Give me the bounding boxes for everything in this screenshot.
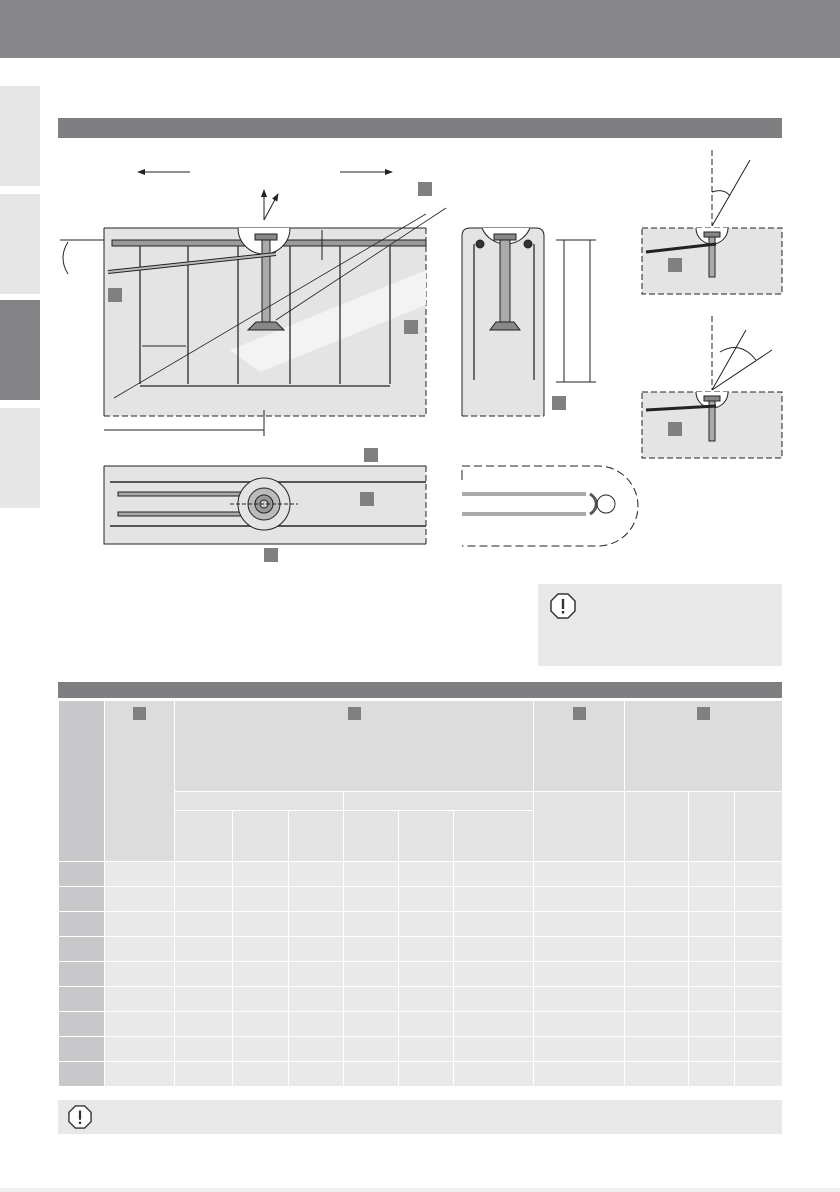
table-cell bbox=[105, 962, 175, 987]
callout-badge bbox=[697, 707, 710, 720]
table-cell bbox=[344, 987, 399, 1012]
table-cell bbox=[344, 937, 399, 962]
table-cell bbox=[625, 1037, 689, 1062]
table-cell bbox=[735, 1062, 783, 1087]
table-row bbox=[59, 887, 783, 912]
table-cell bbox=[534, 1012, 625, 1037]
footer-line bbox=[0, 1188, 840, 1192]
table-cell bbox=[735, 987, 783, 1012]
table-cell bbox=[105, 887, 175, 912]
table-cell bbox=[105, 937, 175, 962]
table-cell bbox=[175, 862, 233, 887]
table-subheader bbox=[233, 811, 289, 862]
table-row bbox=[59, 862, 783, 887]
table-cell bbox=[175, 937, 233, 962]
table-cell bbox=[735, 862, 783, 887]
table-cell bbox=[735, 962, 783, 987]
table-cell bbox=[344, 1062, 399, 1087]
side-section bbox=[462, 228, 596, 416]
table-cell bbox=[344, 1012, 399, 1037]
table-cell bbox=[625, 962, 689, 987]
table-cell bbox=[399, 962, 454, 987]
row-label-cell bbox=[59, 862, 105, 887]
table-cell bbox=[689, 912, 735, 937]
table-subheader bbox=[289, 811, 344, 862]
table-row bbox=[59, 1037, 783, 1062]
table-header-col-b bbox=[175, 701, 534, 792]
section-title-bar-1 bbox=[58, 118, 782, 138]
table-cell bbox=[175, 887, 233, 912]
table-cell bbox=[534, 1062, 625, 1087]
table-cell bbox=[289, 937, 344, 962]
table-cell bbox=[625, 1012, 689, 1037]
table-cell bbox=[233, 1012, 289, 1037]
table-cell bbox=[399, 987, 454, 1012]
table-cell bbox=[399, 1012, 454, 1037]
table-row bbox=[59, 962, 783, 987]
table-cell bbox=[175, 1062, 233, 1087]
table-cell bbox=[175, 912, 233, 937]
table-body bbox=[59, 862, 783, 1087]
table-cell bbox=[344, 1037, 399, 1062]
table-cell bbox=[735, 937, 783, 962]
table-cell bbox=[454, 937, 534, 962]
table-subheader bbox=[344, 792, 534, 811]
table-cell bbox=[454, 1037, 534, 1062]
front-view bbox=[60, 172, 446, 436]
callout-badge bbox=[573, 707, 586, 720]
table-cell bbox=[534, 962, 625, 987]
table-cell bbox=[233, 987, 289, 1012]
table-cell bbox=[399, 1037, 454, 1062]
table-cell bbox=[289, 862, 344, 887]
row-label-cell bbox=[59, 937, 105, 962]
table-cell bbox=[105, 912, 175, 937]
table-cell bbox=[625, 887, 689, 912]
table-cell bbox=[689, 937, 735, 962]
table-subheader bbox=[175, 811, 233, 862]
table-cell bbox=[689, 1012, 735, 1037]
table-cell bbox=[175, 987, 233, 1012]
table-cell bbox=[289, 1062, 344, 1087]
table-cell bbox=[105, 862, 175, 887]
table-subheader bbox=[735, 792, 783, 862]
table-header-col-d bbox=[625, 701, 783, 792]
table-cell bbox=[689, 887, 735, 912]
table-cell bbox=[105, 1012, 175, 1037]
bottom-note-box bbox=[58, 1100, 782, 1134]
data-table bbox=[58, 700, 783, 1087]
table-cell bbox=[534, 887, 625, 912]
table-subheader bbox=[454, 811, 534, 862]
table-cell bbox=[289, 1012, 344, 1037]
table-cell bbox=[344, 912, 399, 937]
table-cell bbox=[233, 962, 289, 987]
table-cell bbox=[233, 1037, 289, 1062]
table-cell bbox=[233, 887, 289, 912]
table-cell bbox=[399, 1062, 454, 1087]
table-cell bbox=[105, 1037, 175, 1062]
table-cell bbox=[175, 1012, 233, 1037]
table-cell bbox=[454, 887, 534, 912]
table-cell bbox=[289, 887, 344, 912]
row-header-column bbox=[59, 701, 105, 862]
table-cell bbox=[344, 962, 399, 987]
table-cell bbox=[735, 1012, 783, 1037]
table-row bbox=[59, 937, 783, 962]
table-subheader bbox=[534, 792, 625, 862]
table-cell bbox=[454, 1062, 534, 1087]
table-cell bbox=[689, 1062, 735, 1087]
table-cell bbox=[625, 862, 689, 887]
table-row bbox=[59, 912, 783, 937]
row-label-cell bbox=[59, 1037, 105, 1062]
table-cell bbox=[689, 862, 735, 887]
table-subheader bbox=[399, 811, 454, 862]
table-cell bbox=[454, 1012, 534, 1037]
table-cell bbox=[625, 987, 689, 1012]
hairpin-bar bbox=[462, 466, 638, 546]
table-cell bbox=[689, 1037, 735, 1062]
warning-icon bbox=[68, 1105, 92, 1129]
table-cell bbox=[625, 1062, 689, 1087]
row-label-cell bbox=[59, 987, 105, 1012]
row-label-cell bbox=[59, 1012, 105, 1037]
table-cell bbox=[625, 912, 689, 937]
table-cell bbox=[534, 987, 625, 1012]
page-header-bar bbox=[0, 0, 840, 58]
row-label-cell bbox=[59, 1062, 105, 1087]
table-row bbox=[59, 987, 783, 1012]
table-cell bbox=[233, 912, 289, 937]
table-cell bbox=[454, 912, 534, 937]
table-cell bbox=[289, 912, 344, 937]
table-cell bbox=[105, 1062, 175, 1087]
section-title-bar-2 bbox=[58, 682, 782, 698]
table-cell bbox=[289, 962, 344, 987]
callout-badge bbox=[348, 707, 361, 720]
table-cell bbox=[735, 887, 783, 912]
angle-detail-bottom bbox=[642, 316, 782, 458]
row-label-cell bbox=[59, 912, 105, 937]
callout-badge bbox=[133, 707, 146, 720]
warning-icon bbox=[550, 593, 576, 619]
table-cell bbox=[735, 1037, 783, 1062]
table-cell bbox=[735, 912, 783, 937]
table-cell bbox=[233, 1062, 289, 1087]
plan-view bbox=[104, 466, 426, 544]
table-cell bbox=[399, 937, 454, 962]
table-cell bbox=[534, 937, 625, 962]
table-cell bbox=[399, 912, 454, 937]
angle-detail-top bbox=[642, 150, 782, 294]
table-row bbox=[59, 1062, 783, 1087]
table-header-col-c bbox=[534, 701, 625, 792]
technical-drawing bbox=[0, 140, 840, 570]
table-cell bbox=[689, 987, 735, 1012]
table-subheader bbox=[689, 792, 735, 862]
table-header-col-a bbox=[105, 701, 175, 862]
table-cell bbox=[344, 862, 399, 887]
table-cell bbox=[625, 937, 689, 962]
table-cell bbox=[289, 1037, 344, 1062]
data-table-wrap bbox=[58, 700, 782, 1087]
table-cell bbox=[534, 1037, 625, 1062]
table-cell bbox=[344, 887, 399, 912]
table-cell bbox=[454, 962, 534, 987]
table-cell bbox=[175, 1037, 233, 1062]
table-cell bbox=[534, 912, 625, 937]
row-label-cell bbox=[59, 962, 105, 987]
warning-note-box bbox=[538, 584, 782, 666]
table-cell bbox=[175, 962, 233, 987]
table-cell bbox=[534, 862, 625, 887]
table-subheader bbox=[175, 792, 344, 811]
row-label-cell bbox=[59, 887, 105, 912]
table-subheader bbox=[344, 811, 399, 862]
table-cell bbox=[289, 987, 344, 1012]
table-subheader bbox=[625, 792, 689, 862]
table-cell bbox=[105, 987, 175, 1012]
table-cell bbox=[454, 862, 534, 887]
table-cell bbox=[454, 987, 534, 1012]
table-cell bbox=[233, 937, 289, 962]
table-cell bbox=[233, 862, 289, 887]
table-cell bbox=[399, 862, 454, 887]
table-cell bbox=[689, 962, 735, 987]
table-cell bbox=[399, 887, 454, 912]
table-row bbox=[59, 1012, 783, 1037]
